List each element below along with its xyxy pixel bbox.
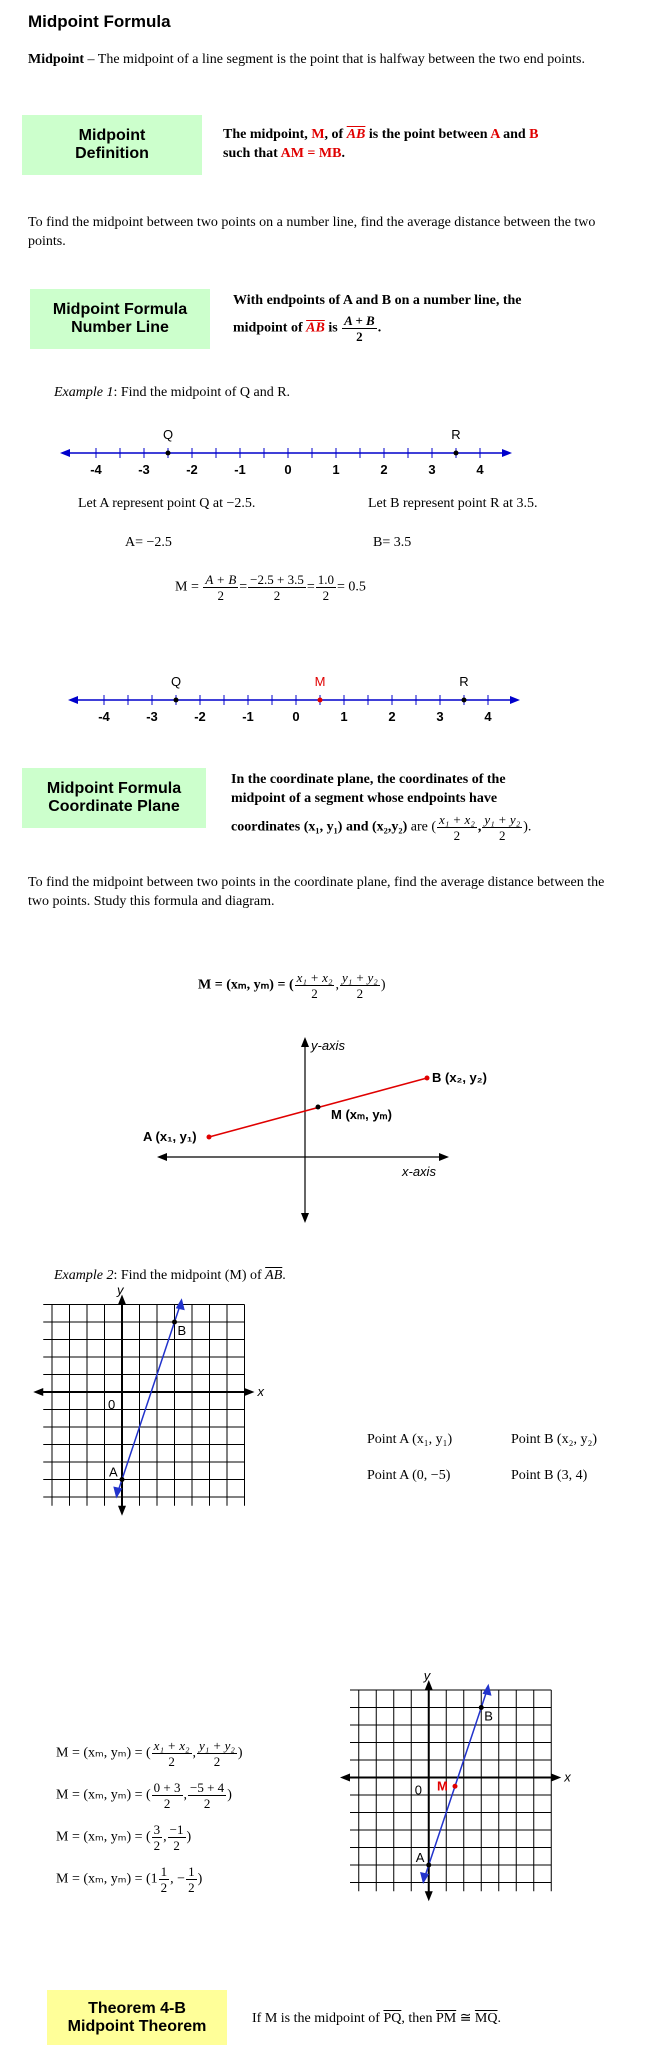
diagram-m-label: M (xₘ, yₘ) (331, 1107, 392, 1122)
work-line-4 (56, 1864, 202, 1895)
thm-congruent: ≅ (456, 2011, 475, 2026)
definition-box-line2: Definition (75, 145, 149, 162)
grid1-b-label: B (177, 1323, 187, 1338)
point-b-values: Point B (3, 4) (511, 1468, 588, 1483)
diagram-point-m (316, 1105, 321, 1110)
diagram-x-right-arrow (439, 1153, 449, 1161)
diagram-point-b (425, 1076, 430, 1081)
number-line-2-right-arrow (510, 696, 520, 704)
diagram-point-a (207, 1135, 212, 1140)
point-a-general: Point A (x₁, y₁) (367, 1432, 453, 1447)
diagram-y-bottom-arrow (301, 1213, 309, 1223)
work-2-y-den: 2 (203, 1796, 211, 1811)
calc-f3-den: 2 (322, 588, 330, 603)
diagram-a-label: A (x₁, y₁) (143, 1129, 197, 1144)
cp-frac-x-den: 2 (453, 828, 461, 843)
formula-fraction-x (295, 970, 335, 1001)
number-line-1-tick-labels (90, 462, 484, 477)
midpoint-term: Midpoint (28, 52, 85, 67)
grid2-y-bottom-arrow (425, 1891, 433, 1901)
grid-1 (0, 1282, 340, 1610)
number-line-1 (0, 425, 648, 480)
cp-text-p1: (x₁, y₁) (303, 819, 343, 835)
cp-box-line1: Midpoint Formula (46, 780, 182, 797)
grid2-point-b (479, 1705, 484, 1710)
point-a-values: Point A (0, −5) (367, 1468, 451, 1483)
calc-f2-den: 2 (273, 588, 281, 603)
nl-text-a: midpoint of (233, 320, 307, 336)
work-3-y-den: 2 (173, 1838, 180, 1853)
diagram-y-axis-label: y-axis (311, 1038, 345, 1053)
nl2-tick-label: 0 (292, 709, 300, 724)
nl-fraction-num: A + B (344, 313, 375, 328)
def-text-b: , of (324, 127, 347, 142)
grid1-y-bottom-arrow (118, 1506, 126, 1516)
diagram-x-axis-label: x-axis (402, 1164, 436, 1179)
example2 (54, 1266, 286, 1285)
cp-fraction-y (482, 812, 522, 843)
work-2-y-num: −5 + 4 (190, 1780, 225, 1795)
work-1-close: ) (237, 1745, 243, 1761)
grid2-m-label: M (437, 1778, 448, 1794)
nl2-tick-label: -4 (98, 709, 110, 724)
formula-y-num: y₁ + y₂ (341, 970, 378, 985)
work-4-mid: , − (170, 1871, 186, 1887)
midpoint-formula: M = (xₘ, yₘ) = ( $\frac{\text{x₁ + x₂}}{2}$ , $\frac{\text{y₁ + y₂}}{2}$ ) (198, 970, 386, 1001)
numberline-formula-text (233, 291, 613, 344)
grid2-point-m (453, 1784, 458, 1789)
def-text-and: and (499, 127, 530, 142)
number-line-1-right-arrow (502, 449, 512, 457)
midpoint-intro-text: – The midpoint of a line segment is the point that is halfway between the two end points. (84, 52, 585, 67)
a-equation: A= −2.5 (125, 535, 172, 550)
work-2-frac-x (152, 1780, 183, 1811)
nl1-tick-label: 3 (428, 462, 436, 477)
work-4-lhs: M = (xₘ, yₘ) = (1 (56, 1871, 158, 1887)
thm-seg-pq: $\overline{PQ}$ (383, 2011, 402, 2026)
work-2-x-den: 2 (163, 1796, 171, 1811)
thm-text-a: If M is the midpoint of (252, 2011, 384, 2026)
grid1-y-label: y (117, 1282, 124, 1298)
formula-x-den: 2 (311, 986, 318, 1001)
grid1-origin-label: 0 (108, 1397, 116, 1412)
nl2-tick-label: 4 (484, 709, 492, 724)
work-3-lhs: M = (xₘ, yₘ) = ( (56, 1829, 151, 1845)
grid2-b-label: B (484, 1708, 493, 1724)
nl1-tick-label: 2 (380, 462, 388, 477)
number-line-2-point-m (318, 698, 323, 703)
diagram-y-top-arrow (301, 1037, 309, 1047)
def-text-point-b: B (529, 127, 539, 142)
nl2-tick-label: -1 (242, 709, 254, 724)
theorem-text (252, 2010, 501, 2027)
let-b: Let B represent point R at 3.5. (368, 496, 538, 511)
nl1-tick-label: 1 (332, 462, 340, 477)
point-b-general: Point B (x₂, y₂) (511, 1432, 597, 1447)
grid1-line-ab (118, 1306, 179, 1490)
cp-frac-x-num: x₁ + x₂ (439, 812, 475, 827)
theorem-box-line2: Midpoint Theorem (67, 2017, 207, 2035)
definition-text (223, 125, 613, 163)
diagram-b-label: B (x₂, y₂) (432, 1070, 487, 1085)
work-1-lhs: M = (xₘ, yₘ) = ( (56, 1745, 151, 1761)
nl2-tick-label: -3 (146, 709, 158, 724)
work-1-frac-y (197, 1738, 237, 1769)
nl2-tick-label: 2 (388, 709, 396, 724)
midpoint-calculation: M = $\frac{A + B}{2}$ = $\frac{-2.5 + 3.5}{2}$ = $\frac{1.0}{2}$ = 0.5 (175, 572, 366, 603)
nl2-tick-label: -2 (194, 709, 206, 724)
nl-box-line2: Number Line (71, 319, 169, 336)
number-line-2-left-arrow (68, 696, 78, 704)
cp-box-line2: Coordinate Plane (48, 798, 180, 815)
cp-fraction-x (437, 812, 477, 843)
nl1-tick-label: -2 (186, 462, 198, 477)
grid2-a-label: A (415, 1850, 425, 1865)
def-text-equation: AM = MB (280, 146, 342, 161)
nl1-tick-label: 4 (476, 462, 484, 477)
definition-box (22, 115, 202, 175)
calc-fraction-1 (203, 572, 238, 603)
grid2-x-label: x (564, 1769, 571, 1785)
work-3-frac-x (152, 1822, 163, 1853)
work-3-close: ) (186, 1829, 192, 1845)
calc-f1-den: 2 (217, 588, 225, 603)
numberline-formula-box (30, 289, 210, 349)
cp-text-and: and (342, 819, 373, 835)
calc-fraction-3 (316, 572, 336, 603)
def-text-c: is the point between (365, 127, 491, 142)
calc-f2-num: −2.5 + 3.5 (250, 572, 304, 587)
def-text-d: such that (223, 146, 281, 161)
grid1-x-left-arrow (33, 1388, 43, 1396)
formula-fraction-y (340, 970, 380, 1001)
work-line-1: M = (xₘ, yₘ) = ( $\frac{\text{x₁ + x₂}}{2}$ , $\frac{\text{y₁ + y₂}}{2}$ ) (56, 1738, 243, 1769)
number-line-2-point-r (462, 698, 467, 703)
nl-text-is: is (324, 320, 342, 336)
cp-text-line2: midpoint of a segment whose endpoints have (231, 791, 498, 806)
nl-text-end: . (377, 320, 382, 336)
grid2-gridlines (350, 1690, 551, 1891)
def-text-segment: $\overline{AB}$ (346, 127, 366, 142)
coordinate-plane-box (22, 768, 206, 828)
work-1-frac-x (152, 1738, 192, 1769)
b-equation: B= 3.5 (373, 535, 412, 550)
grid2-y-label: y (423, 1668, 431, 1683)
number-line-1-point-r (454, 451, 459, 456)
work-4-y-num: 1 (188, 1864, 195, 1879)
work-4-frac-x (159, 1864, 170, 1895)
nl1-tick-label: -3 (138, 462, 150, 477)
page-title: Midpoint Formula (28, 12, 171, 31)
work-line-2: M = (xₘ, yₘ) = ( $\frac{0 + 3}{2}$ , $\frac{-5 + 4}{2}$ ) (56, 1780, 232, 1811)
example1 (54, 383, 290, 402)
number-line-1-point-q (166, 451, 171, 456)
work-4-close: ) (197, 1871, 203, 1887)
grid1-point-a (120, 1477, 125, 1482)
number-line-2-tick-labels (98, 709, 492, 724)
example2-text: : Find the midpoint (M) of (113, 1268, 266, 1283)
work-4-frac-y (186, 1864, 197, 1895)
grid1-point-b (172, 1320, 177, 1325)
coordinate-intro: To find the midpoint between two points in the coordinate plane, find the average distance between the two points. Study this formula and diagram. (28, 875, 605, 909)
nl-box-line1: Midpoint Formula (52, 301, 188, 318)
work-4-x-den: 2 (160, 1880, 168, 1895)
cp-frac-y-num: y₁ + y₂ (484, 812, 521, 827)
cp-text-close: ). (523, 819, 532, 835)
formula-lhs: M = (xₘ, yₘ) = ( (198, 977, 294, 993)
thm-seg-pm: $\overline{PM}$ (435, 2011, 457, 2026)
def-text-e: . (341, 146, 345, 161)
calc-result: = 0.5 (337, 579, 366, 595)
work-1-y-num: y₁ + y₂ (199, 1738, 235, 1753)
nl1-tick-label: 0 (284, 462, 292, 477)
work-line-3: M = (xₘ, yₘ) = ( $\frac{3}{2}$ , $\frac{-1}{2}$ ) (56, 1822, 192, 1853)
work-2-x-num: 0 + 3 (153, 1780, 181, 1795)
calc-m: M = (175, 579, 199, 595)
work-4-x-num: 1 (160, 1864, 168, 1879)
example2-end: . (282, 1268, 286, 1283)
example1-label: Example 1 (54, 385, 114, 400)
theorem-box-line1: Theorem 4-B (88, 1999, 186, 2017)
work-3-y-num: −1 (169, 1822, 184, 1837)
example2-segment: $\overline{AB}$ (265, 1268, 283, 1283)
formula-x-num: x₁ + x₂ (296, 970, 333, 985)
thm-text-b: , then (401, 2011, 436, 2026)
grid2-x-left-arrow (340, 1774, 350, 1782)
cp-text-line1: In the coordinate plane, the coordinates of the (231, 772, 506, 787)
def-text-m: M (311, 127, 325, 142)
number-line-2-q-label: Q (170, 674, 182, 689)
calc-f3-num: 1.0 (317, 572, 334, 587)
diagram-x-left-arrow (157, 1153, 167, 1161)
work-3-x-num: 3 (153, 1822, 161, 1837)
number-line-2-m-label: M (314, 674, 326, 689)
number-line-1-left-arrow (60, 449, 70, 457)
work-2-frac-y (188, 1780, 226, 1811)
work-1-x-num: x₁ + x₂ (153, 1738, 190, 1753)
formula-y-den: 2 (356, 986, 364, 1001)
example1-text: : Find the midpoint of Q and R. (113, 385, 291, 400)
nl1-tick-label: -1 (234, 462, 246, 477)
number-line-2-point-q (174, 698, 179, 703)
calc-fraction-2 (248, 572, 306, 603)
formula-close: ) (380, 977, 386, 993)
work-1-x-den: 2 (168, 1754, 175, 1769)
number-line-2-r-label: R (459, 674, 469, 689)
def-text-a: The midpoint, (223, 127, 312, 142)
grid2-x-right-arrow (551, 1774, 561, 1782)
grid-2 (340, 1665, 640, 1965)
let-a: Let A represent point Q at −2.5. (78, 496, 256, 511)
grid2-origin-label: 0 (414, 1782, 422, 1798)
cp-text-p2: (x₂,y₂) (372, 819, 408, 835)
grid1-x-right-arrow (245, 1388, 255, 1396)
calc-f1-num: A + B (205, 572, 237, 587)
grid1-gridlines (43, 1305, 244, 1506)
midpoint-intro (28, 50, 618, 69)
thm-text-end: . (497, 2011, 501, 2026)
grid1-a-label: A (109, 1464, 118, 1480)
cp-text-are: are ( (407, 819, 436, 835)
nl-text-segment: $\overline{AB}$ (306, 320, 325, 336)
grid1-x-label: x (257, 1384, 264, 1399)
work-3-x-den: 2 (153, 1838, 161, 1853)
work-2-close: ) (227, 1787, 232, 1803)
cp-frac-y-den: 2 (499, 828, 506, 843)
coordinate-plane-text: In the coordinate plane, the coordinates of the midpoint of a segment whose endpoints have coordinates (x₁, y₁) and (x₂,y₂) are ( $\frac{\text{x₁ + x₂}}{2}$ , $\frac{\text{y₁ + y₂}}{2}$ ). (231, 770, 631, 843)
grid2-point-a (426, 1863, 431, 1868)
work-4-y-den: 2 (188, 1880, 195, 1895)
coordinate-diagram (0, 1035, 648, 1230)
example2-label: Example 2 (54, 1268, 114, 1283)
nl-formula-fraction (342, 313, 377, 344)
cp-text-c1: coordinates (231, 819, 304, 835)
def-text-point-a: A (490, 127, 500, 142)
nl2-tick-label: 1 (340, 709, 348, 724)
numberline-intro: To find the midpoint between two points on a number line, find the average distance between the two points. (28, 215, 596, 249)
nl1-tick-label: -4 (90, 462, 102, 477)
work-1-y-den: 2 (213, 1754, 221, 1769)
thm-seg-mq: $\overline{MQ}$ (474, 2011, 498, 2026)
nl2-tick-label: 3 (436, 709, 444, 724)
work-2-lhs: M = (xₘ, yₘ) = ( (56, 1787, 151, 1803)
number-line-1-q-label: Q (162, 427, 174, 442)
definition-box-line1: Midpoint (78, 127, 146, 144)
theorem-box (47, 1990, 227, 2045)
number-line-2 (0, 672, 648, 727)
number-line-1-r-label: R (451, 427, 461, 442)
nl-fraction-den: 2 (356, 329, 363, 344)
nl-text-line1: With endpoints of A and B on a number line, the (233, 293, 522, 308)
work-3-frac-y (168, 1822, 186, 1853)
